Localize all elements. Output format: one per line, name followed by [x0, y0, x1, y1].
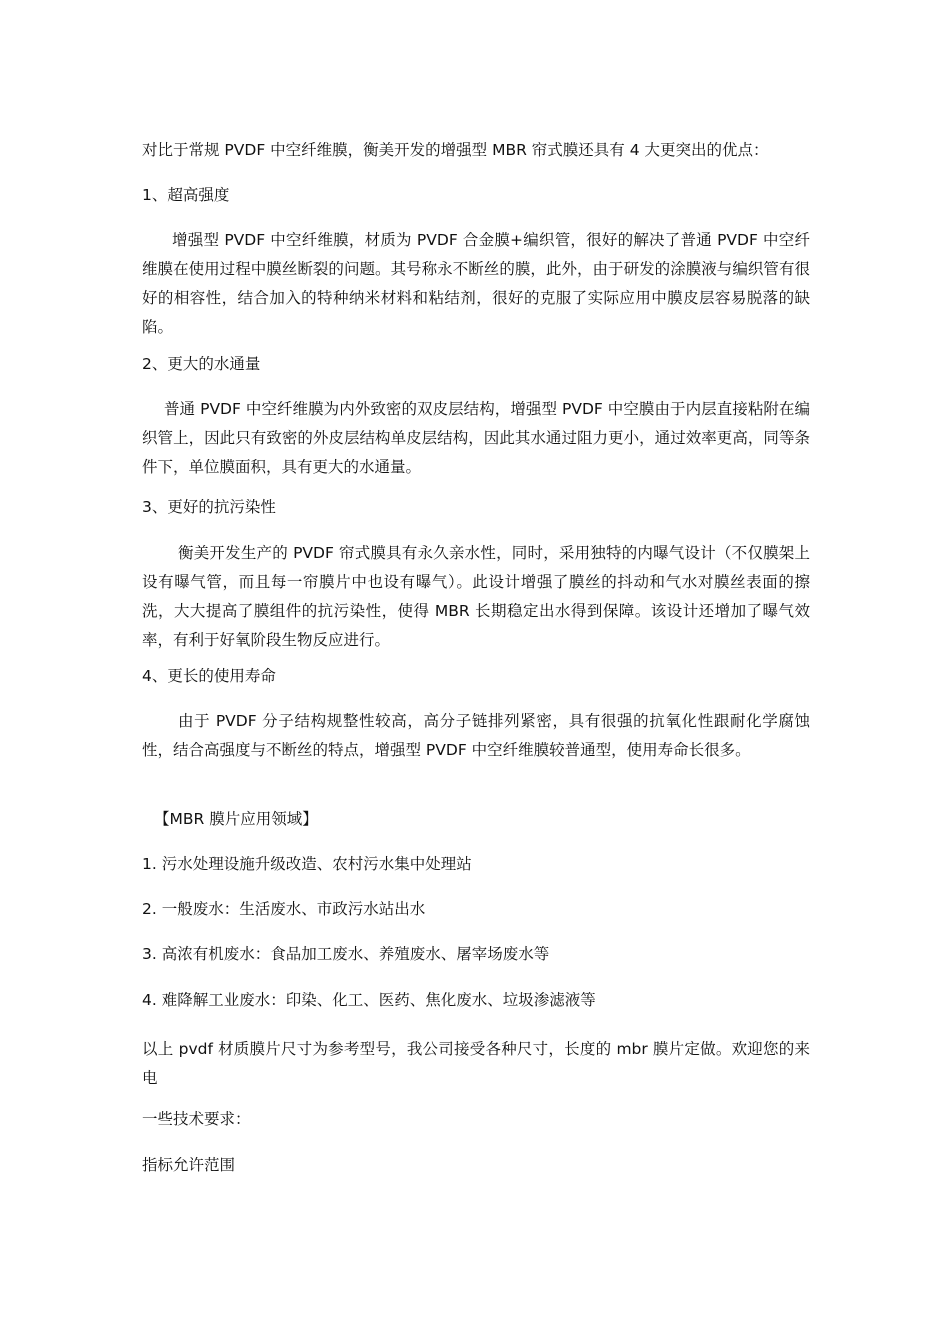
paragraph-antifouling: 衡美开发生产的 PVDF 帘式膜具有永久亲水性，同时，采用独特的内曝气设计（不仅膜架上设有曝气管，而且每一帘膜片中也设有曝气）。此设计增强了膜丝的抖动和气水对膜丝表面的擦洗，大大提高了膜组件的抗污染性，使得 MBR 长期稳定出水得到保障。该设计还增加了曝气效率，有利于好氧阶段生物反应进行。 [142, 544, 810, 649]
paragraph-lifespan: 由于 PVDF 分子结构规整性较高，高分子链排列紧密，具有很强的抗氧化性跟耐化学腐蚀性，结合高强度与不断丝的特点，增强型 PVDF 中空纤维膜较普通型，使用寿命长很多。 [142, 712, 810, 759]
heading-flux: 2、更大的水通量 [142, 355, 261, 373]
section-title-applications: 【MBR 膜片应用领域】 [154, 810, 318, 828]
application-item-1: 1. 污水处理设施升级改造、农村污水集中处理站 [142, 855, 472, 873]
allowed-range-label: 指标允许范围 [142, 1156, 236, 1174]
heading-strength: 1、超高强度 [142, 186, 230, 204]
heading-lifespan: 4、更长的使用寿命 [142, 667, 276, 685]
heading-antifouling: 3、更好的抗污染性 [142, 498, 276, 516]
intro-paragraph: 对比于常规 PVDF 中空纤维膜，衡美开发的增强型 MBR 帘式膜还具有 4 大更突出的优点： [142, 141, 769, 159]
tech-requirements-label: 一些技术要求： [142, 1110, 251, 1128]
application-item-2: 2. 一般废水：生活废水、市政污水站出水 [142, 900, 426, 918]
application-item-3: 3. 高浓有机废水：食品加工废水、养殖废水、屠宰场废水等 [142, 945, 550, 963]
application-item-4: 4. 难降解工业废水：印染、化工、医药、焦化废水、垃圾渗滤液等 [142, 991, 596, 1009]
paragraph-strength: 增强型 PVDF 中空纤维膜，材质为 PVDF 合金膜+编织管，很好的解决了普通 PVDF 中空纤维膜在使用过程中膜丝断裂的问题。其号称永不断丝的膜，此外，由于研发的涂膜液与编织管有很好的相容性，结合加入的特种纳米材料和粘结剂，很好的克服了实际应用中膜皮层容易脱落的缺陷。 [142, 231, 810, 336]
outro-paragraph: 以上 pvdf 材质膜片尺寸为参考型号，我公司接受各种尺寸，长度的 mbr 膜片定做。欢迎您的来电 [142, 1040, 810, 1087]
paragraph-flux: 普通 PVDF 中空纤维膜为内外致密的双皮层结构，增强型 PVDF 中空膜由于内层直接粘附在编织管上，因此只有致密的外皮层结构单皮层结构，因此其水通过阻力更小，通过效率更高，同等条件下，单位膜面积，具有更大的水通量。 [142, 400, 810, 476]
